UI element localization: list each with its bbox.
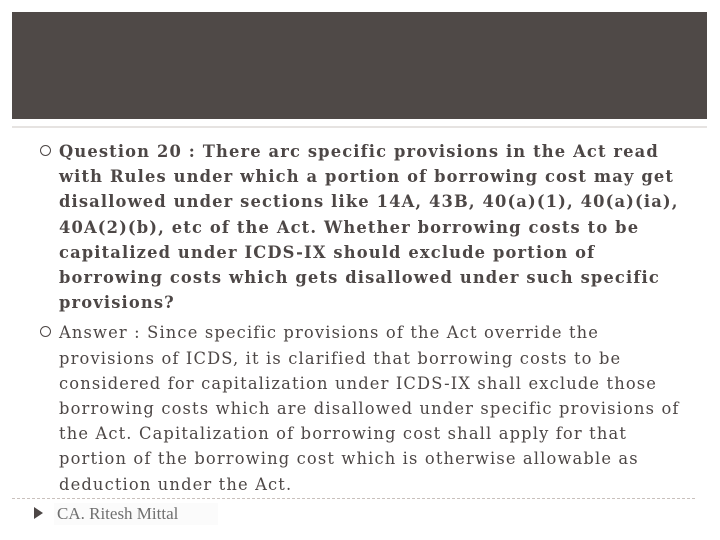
slide-body (40, 139, 690, 497)
footer-divider (12, 498, 695, 499)
top-divider (12, 126, 707, 128)
header-band (12, 12, 707, 119)
question-bullet (40, 139, 690, 315)
answer-bullet (40, 320, 690, 496)
author-label: CA. Ritesh Mittal (54, 503, 218, 525)
circle-bullet-icon (40, 145, 51, 156)
triangle-right-icon (34, 507, 43, 519)
answer-text: Answer : Since specific provisions of the Act override the provisions of ICDS, it is clarified that borrowing costs to be considered for capitalization under ICDS-IX shall exclude those borrowing costs which are disallowed under specific provisions of the Act. Capitalization of borrowing cost shall apply for that portion of the borrowing cost which is otherwise allowable as deduction under the Act. (59, 323, 680, 494)
circle-bullet-icon (40, 326, 51, 337)
question-text: Question 20 : There arc specific provisions in the Act read with Rules under which a portion of borrowing cost may get disallowed under sections like 14A, 43B, 40(a)(1), 40(a)(ia), 40A(2)(b), etc of the Act. Whether borrowing costs to be capitalized under ICDS-IX should exclude portion of borrowing costs which gets disallowed under such specific provisions? (59, 142, 679, 313)
